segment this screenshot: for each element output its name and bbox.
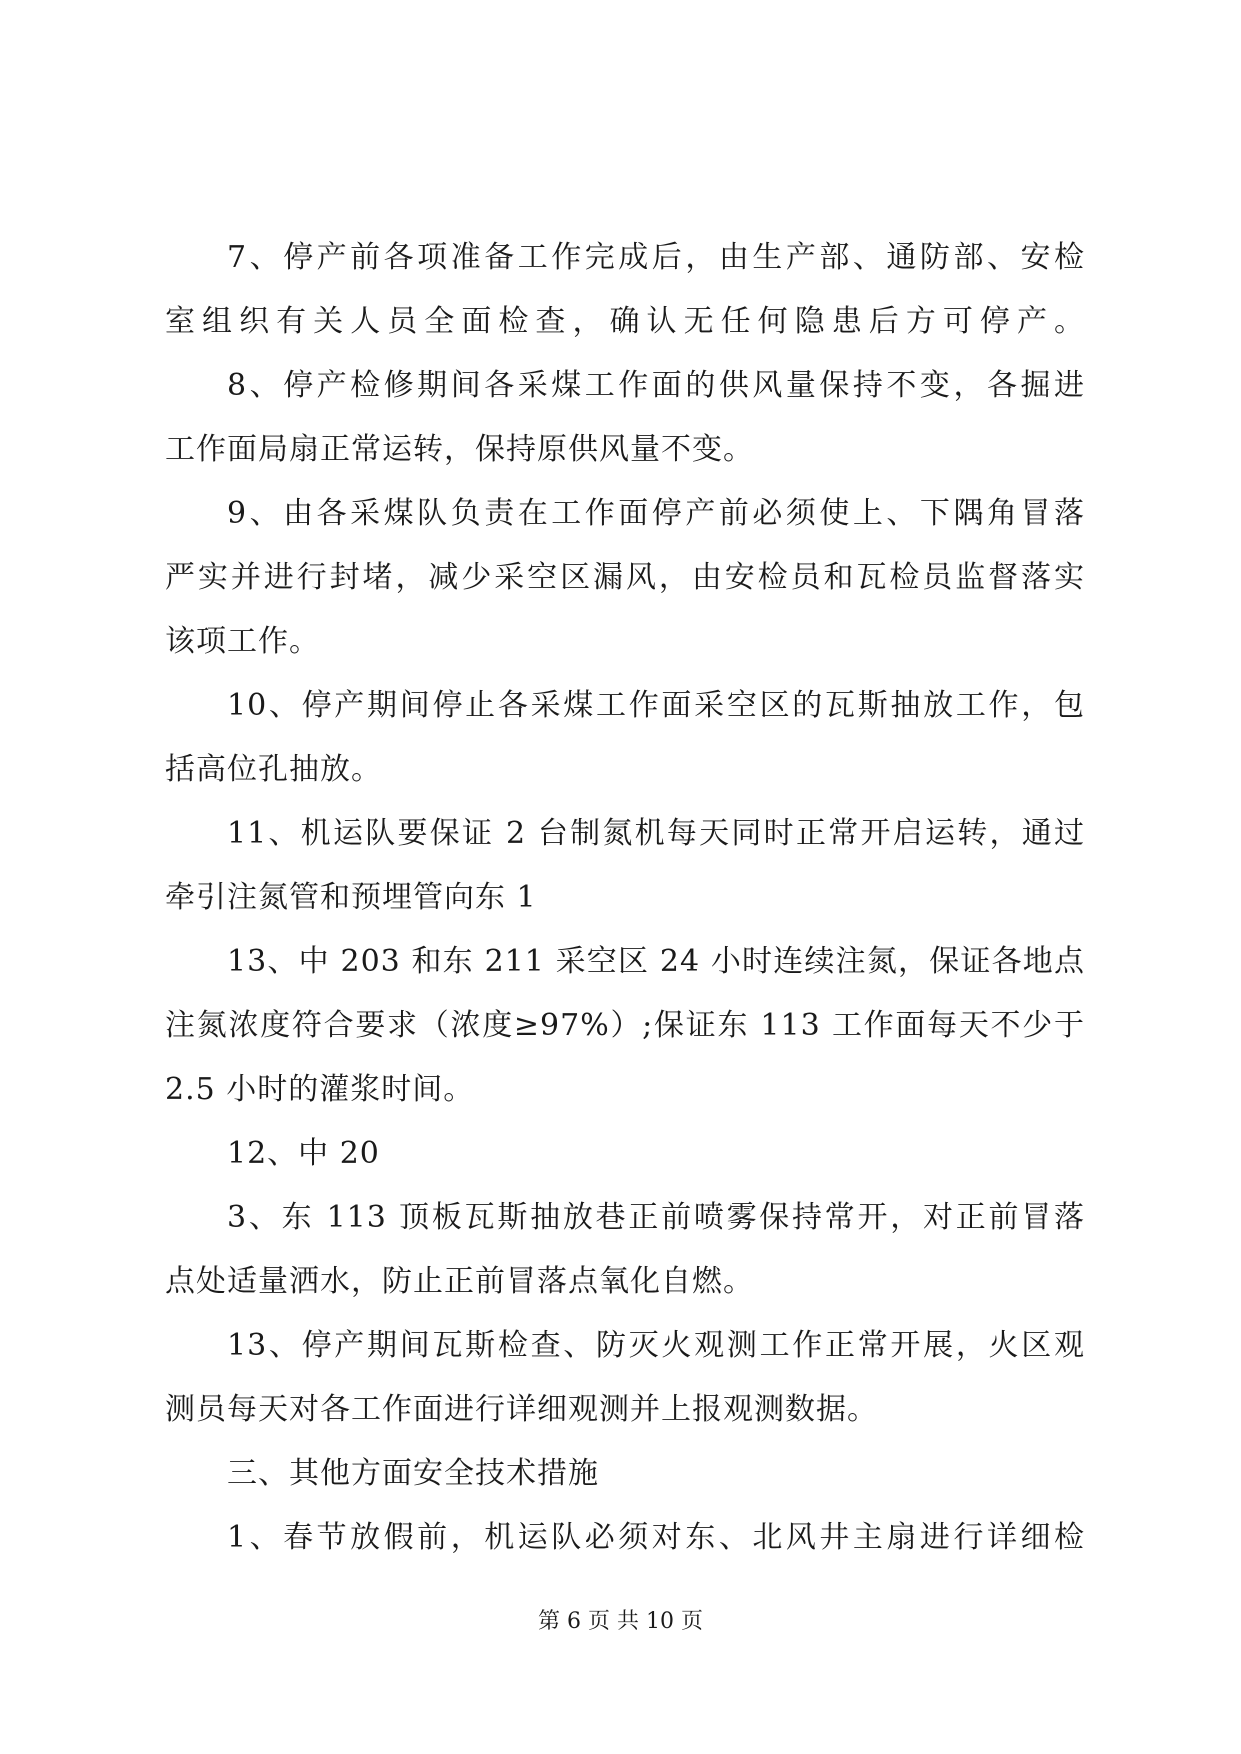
text-line: 7、停产前各项准备工作完成后，由生产部、通防部、安检 — [227, 240, 1085, 275]
text-line: 三、其他方面安全技术措施 — [227, 1456, 599, 1491]
text-line: 括高位孔抽放。 — [165, 752, 382, 787]
text-line: 11、机运队要保证 2 台制氮机每天同时正常开启运转，通过 — [227, 816, 1085, 851]
text-line: 室组织有关人员全面检查，确认无任何隐患后方可停产。 — [165, 304, 1085, 339]
text-line: 测员每天对各工作面进行详细观测并上报观测数据。 — [165, 1392, 878, 1427]
text-line: 9、由各采煤队负责在工作面停产前必须使上、下隅角冒落 — [227, 496, 1085, 531]
text-line: 13、停产期间瓦斯检查、防灭火观测工作正常开展，火区观 — [227, 1328, 1085, 1363]
text-line: 该项工作。 — [165, 624, 320, 659]
text-line: 13、中 203 和东 211 采空区 24 小时连续注氮，保证各地点 — [227, 944, 1085, 979]
text-line: 牵引注氮管和预埋管向东 1 — [165, 880, 537, 915]
document-body — [165, 226, 1085, 1570]
text-line: 10、停产期间停止各采煤工作面采空区的瓦斯抽放工作，包 — [227, 688, 1085, 723]
text-line: 8、停产检修期间各采煤工作面的供风量保持不变，各掘进 — [227, 368, 1085, 403]
text-line: 12、中 20 — [227, 1136, 380, 1171]
text-line: 注氮浓度符合要求（浓度≥97%）;保证东 113 工作面每天不少于 — [165, 1008, 1085, 1043]
text-line: 1、春节放假前，机运队必须对东、北风井主扇进行详细检 — [227, 1520, 1085, 1555]
page-footer: 第 6 页 共 10 页 — [538, 1609, 703, 1634]
text-line: 2.5 小时的灌浆时间。 — [165, 1072, 475, 1107]
text-line: 工作面局扇正常运转，保持原供风量不变。 — [165, 432, 754, 467]
text-line: 严实并进行封堵，减少采空区漏风，由安检员和瓦检员监督落实 — [165, 560, 1085, 595]
text-line: 3、东 113 顶板瓦斯抽放巷正前喷雾保持常开，对正前冒落 — [227, 1200, 1085, 1235]
text-line: 点处适量洒水，防止正前冒落点氧化自燃。 — [165, 1264, 754, 1299]
